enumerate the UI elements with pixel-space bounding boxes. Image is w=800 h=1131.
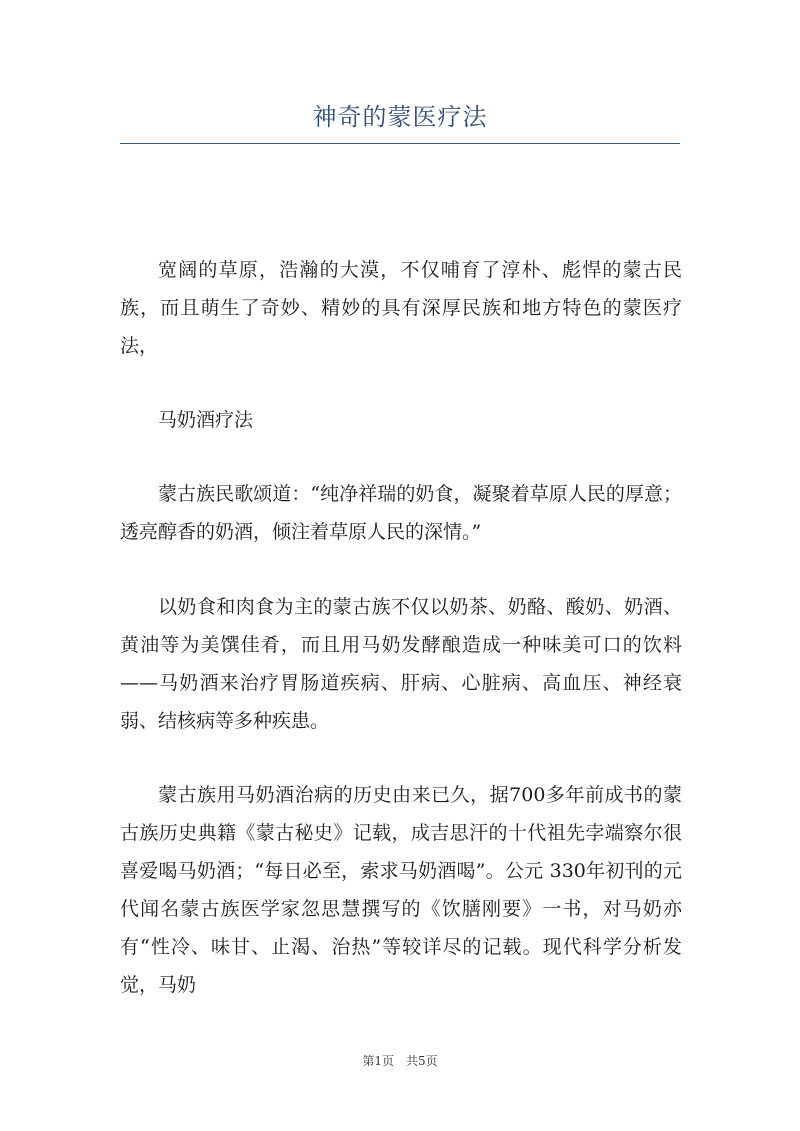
document-title: 神奇的蒙医疗法 — [312, 103, 488, 131]
document-body — [120, 251, 682, 1040]
paragraph-folk-song: 蒙古族民歌颂道：“纯净祥瑞的奶食，凝聚着草原人民的厚意；透亮醇香的奶酒，倾注着草原人民的深情。” — [120, 483, 682, 543]
page-number-footer: 第1页 共5页 — [362, 1054, 438, 1068]
paragraph-intro: 宽阔的草原，浩瀚的大漠，不仅哺育了淳朴、彪悍的蒙古民族，而且萌生了奇妙、精妙的具有深厚民族和地方特色的蒙医疗法， — [120, 259, 682, 357]
paragraph-koumiss-uses: 以奶食和肉食为主的蒙古族不仅以奶茶、奶酪、酸奶、奶酒、黄油等为美馔佳肴，而且用马奶发酵酿造成一种味美可口的饮料——马奶酒来治疗胃肠道疾病、肝病、心脏病、高血压、神经衰弱、结核病等多种疾患。 — [120, 596, 682, 732]
paragraph-koumiss-history: 蒙古族用马奶酒治病的历史由来已久，据700多年前成书的蒙古族历史典籍《蒙古秘史》记载，成吉思汗的十代祖先孛端察尔很喜爱喝马奶酒；“每日必至，索求马奶酒喝”。公元 330年初刊的元代闻名蒙古族医学家忽思慧撰写的《饮膳刚要》一书，对马奶亦有“性冷、味甘、止渴、治热”等较详尽的记载。现代科学分析发觉，马奶 — [120, 784, 682, 996]
section-heading-koumiss-therapy: 马奶酒疗法 — [158, 409, 254, 431]
title-divider — [120, 143, 680, 144]
